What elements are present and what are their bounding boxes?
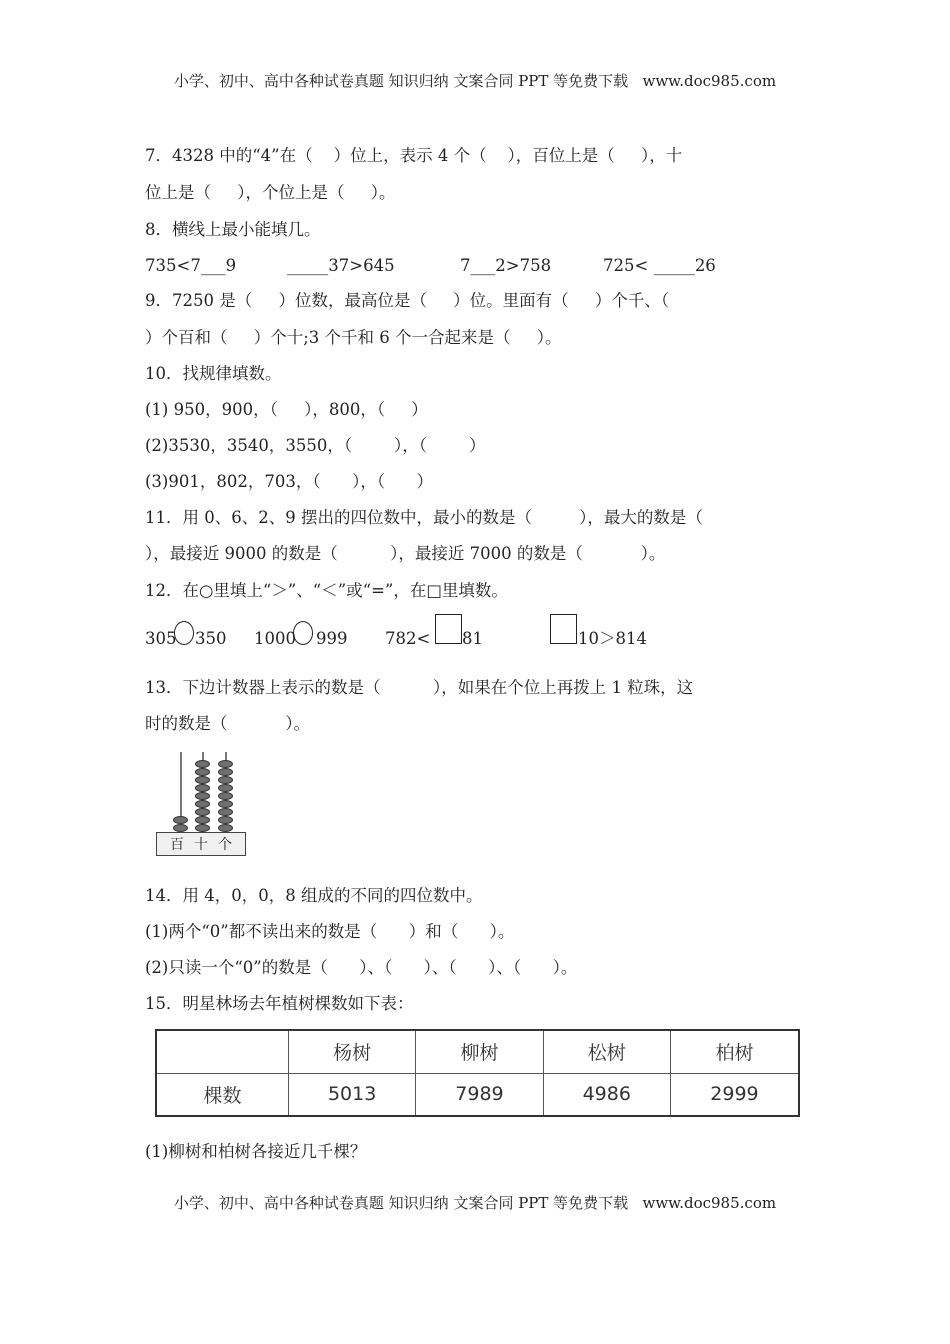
question-10-title: 10．找规律填数。 [145, 364, 282, 383]
abacus-bead-tens [195, 792, 210, 800]
page-footer: 小学、初中、高中各种试卷真题 知识归纳 文案合同 PPT 等免费下载 www.doc985.com [173, 1194, 777, 1212]
question-8-title: 8．横线上最小能填几。 [145, 220, 321, 239]
question-7-line-1: 7．4328 中的“4”在（ ）位上，表示 4 个（ ），百位上是（ ），十 [145, 146, 683, 165]
table-header-cell: 柏树 [670, 1030, 799, 1073]
q12-num-999: 999 [316, 629, 348, 648]
abacus-label-ones: 个 [218, 837, 232, 853]
abacus-bead-tens [195, 800, 210, 808]
q14-item-1: (1)两个“0”都不读出来的数是（ ）和（ ）。 [145, 922, 515, 941]
table-header-row [156, 1030, 799, 1073]
q12-num-10-814: 10＞814 [578, 629, 647, 648]
question-14-title: 14．用 4，0，0，8 组成的不同的四位数中。 [145, 886, 483, 905]
question-9-line-2: ）个百和（ ）个十;3 个千和 6 个一合起来是（ ）。 [145, 328, 562, 347]
question-15-title: 15．明星林场去年植树棵数如下表： [145, 994, 414, 1013]
question-11-line-1: 11．用 0、6、2、9 摆出的四位数中，最小的数是（ ），最大的数是（ [145, 508, 703, 527]
abacus-figure [156, 752, 248, 858]
abacus-bead-tens [195, 776, 210, 784]
abacus-bead-hundreds [173, 824, 188, 832]
abacus-bead-ones [218, 824, 233, 832]
question-7-line-2: 位上是（ ），个位上是（ ）。 [145, 183, 396, 202]
question-11-line-2: ），最接近 9000 的数是（ ），最接近 7000 的数是（ ）。 [145, 544, 666, 563]
table-row [156, 1073, 799, 1116]
compare-circle [293, 621, 313, 645]
question-9-line-1: 9．7250 是（ ）位数，最高位是（ ）位。里面有（ ）个千、（ [145, 291, 670, 310]
q12-num-81: 81 [462, 629, 483, 648]
q8-item-4: 725< _____26 [603, 256, 716, 275]
abacus-label-tens: 十 [194, 837, 208, 853]
table-cell: 5013 [289, 1073, 416, 1116]
abacus-bead-ones [218, 816, 233, 824]
abacus-bead-tens [195, 824, 210, 832]
abacus-bead-tens [195, 760, 210, 768]
q8-item-2: _____37>645 [287, 256, 395, 275]
abacus-bead-tens [195, 768, 210, 776]
abacus-bead-tens [195, 816, 210, 824]
q10-item-1: (1) 950，900，（ ），800，（ ） [145, 400, 428, 419]
table-header-cell: 松树 [543, 1030, 670, 1073]
tree-table [155, 1029, 800, 1117]
abacus-bead-ones [218, 776, 233, 784]
q12-num-1000: 1000 [254, 629, 296, 648]
q12-num-782: 782< [385, 629, 431, 648]
q15-subquestion-1: (1)柳树和柏树各接近几千棵？ [145, 1142, 367, 1161]
q12-num-350: 350 [195, 629, 227, 648]
abacus-bead-ones [218, 808, 233, 816]
table-header-cell: 柳树 [416, 1030, 543, 1073]
abacus-bead-ones [218, 784, 233, 792]
abacus-bead-ones [218, 760, 233, 768]
q10-item-3: (3)901，802，703，（ ），（ ） [145, 472, 434, 491]
table-header-cell [156, 1030, 289, 1073]
q12-num-305: 305 [145, 629, 177, 648]
page-header: 小学、初中、高中各种试卷真题 知识归纳 文案合同 PPT 等免费下载 www.doc985.com [173, 72, 777, 90]
abacus-bead-hundreds [173, 816, 188, 824]
question-13-line-1: 13．下边计数器上表示的数是（ ），如果在个位上再拨上 1 粒珠，这 [145, 678, 694, 697]
q10-item-2: (2)3530，3540，3550，（ ），（ ） [145, 436, 486, 455]
abacus-bead-ones [218, 792, 233, 800]
compare-circle [174, 621, 194, 645]
abacus-bead-tens [195, 808, 210, 816]
abacus-bead-ones [218, 768, 233, 776]
q8-item-3: 7___2>758 [460, 256, 552, 275]
table-cell: 7989 [416, 1073, 543, 1116]
table-cell: 4986 [543, 1073, 670, 1116]
abacus-label-hundreds: 百 [170, 837, 184, 853]
table-row-label: 棵数 [156, 1073, 289, 1116]
question-12-title: 12．在○里填上“＞”、“＜”或“=”，在□里填数。 [145, 581, 508, 600]
table-header-cell: 杨树 [289, 1030, 416, 1073]
fill-box [550, 614, 577, 644]
abacus-base [156, 832, 246, 856]
table-cell: 2999 [670, 1073, 799, 1116]
q14-item-2: (2)只读一个“0”的数是（ ）、（ ）、（ ）、（ ）。 [145, 958, 578, 977]
abacus-bead-tens [195, 784, 210, 792]
q8-item-1: 735<7___9 [145, 256, 237, 275]
fill-box [435, 614, 462, 644]
question-13-line-2: 时的数是（ ）。 [145, 714, 310, 733]
abacus-bead-ones [218, 800, 233, 808]
